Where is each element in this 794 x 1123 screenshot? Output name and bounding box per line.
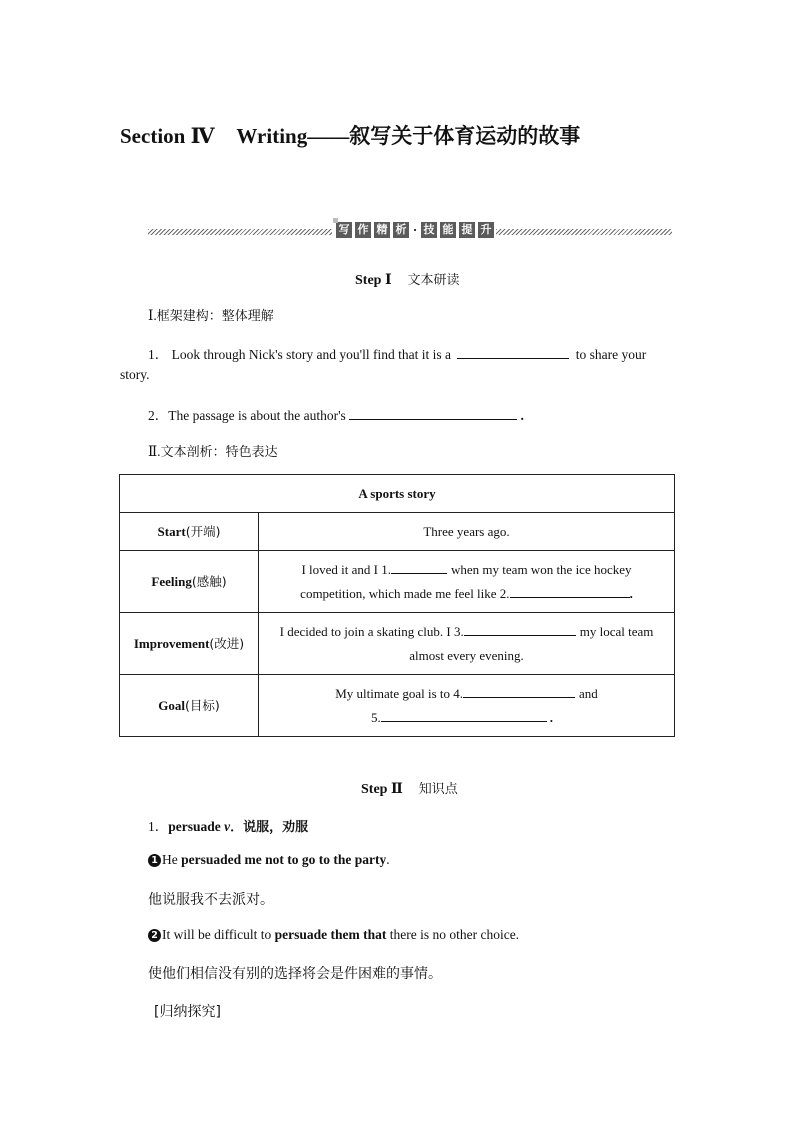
step-one-label: Step Ⅰ	[355, 273, 392, 288]
example-one	[148, 852, 390, 868]
sports-story-table	[119, 474, 675, 737]
part-two-number: Ⅱ.	[148, 444, 161, 459]
part-two-heading	[148, 441, 278, 460]
answer-blank[interactable]	[391, 560, 447, 574]
example-text: .	[386, 852, 390, 867]
row-text: when my team won the ice hockey	[451, 561, 632, 577]
answer-blank[interactable]	[464, 622, 576, 636]
example-marker-icon: 2	[148, 929, 161, 942]
example-marker-icon: 1	[148, 854, 161, 867]
row-end: .	[629, 585, 633, 601]
banner-label	[336, 222, 497, 238]
row-label	[120, 613, 259, 675]
banner-chip: 能	[440, 222, 456, 238]
example-highlight: persuaded me not to go to the party	[181, 852, 387, 867]
row-label-en: Feeling	[151, 573, 192, 589]
row-content	[259, 675, 675, 737]
row-label-cn: (目标)	[184, 697, 220, 713]
example-two	[148, 927, 519, 943]
answer-blank[interactable]	[349, 406, 517, 420]
item-word: persuade	[168, 819, 221, 834]
table-row	[120, 613, 675, 675]
row-text: I decided to join a skating club. I 3.	[279, 623, 464, 639]
table-header-row	[120, 475, 675, 513]
banner-stripe-left	[148, 229, 332, 235]
row-label	[120, 675, 259, 737]
row-text: almost every evening.	[409, 647, 524, 663]
row-text: my local team	[579, 623, 654, 639]
row-label-en: Goal	[158, 697, 185, 713]
question-text: The passage is about the author's	[168, 408, 346, 423]
section-topic: Writing——叙写关于体育运动的故事	[236, 124, 581, 148]
part-one-number: Ⅰ.	[148, 308, 157, 323]
question-text: to share your	[575, 347, 647, 362]
table-row	[120, 513, 675, 551]
row-label-cn: (改进)	[209, 635, 245, 651]
step-two-heading	[361, 778, 458, 798]
section-number: Section Ⅳ	[120, 124, 215, 148]
step-one-name: 文本研读	[407, 273, 460, 288]
question-number: 2．	[148, 408, 169, 423]
part-one-title: 框架建构：整体理解	[156, 309, 274, 324]
answer-blank[interactable]	[381, 708, 547, 722]
banner-chip: 提	[459, 222, 475, 238]
banner-chip: 析	[393, 222, 409, 238]
question-end: .	[520, 408, 524, 423]
summary-label: [归纳探究]	[154, 1004, 221, 1020]
banner-chip: 精	[374, 222, 390, 238]
banner-chip: 升	[478, 222, 494, 238]
row-text: and	[579, 685, 598, 701]
question-two	[148, 404, 524, 424]
step-two-label: Step Ⅱ	[361, 782, 403, 797]
row-text: I loved it and I 1.	[301, 561, 392, 577]
example-two-translation: 使他们相信没有别的选择将会是件困难的事情。	[148, 966, 442, 982]
question-one	[148, 343, 646, 363]
row-label-cn: (感触)	[191, 573, 227, 589]
banner-separator: ·	[412, 222, 418, 237]
part-two-title: 文本剖析：特色表达	[160, 445, 278, 460]
knowledge-item	[148, 815, 308, 835]
row-label	[120, 513, 259, 551]
row-label-en: Improvement	[133, 635, 210, 651]
part-one-heading	[148, 305, 274, 324]
example-text: It will be difficult to	[162, 927, 275, 942]
row-label-en: Start	[157, 523, 186, 539]
page-title	[120, 120, 580, 150]
answer-blank[interactable]	[457, 345, 569, 359]
banner-stripe-right	[496, 229, 672, 235]
step-one-heading	[355, 269, 460, 289]
row-text: My ultimate goal is to 4.	[335, 685, 464, 701]
row-label	[120, 551, 259, 613]
question-text: Look through Nick's story and you'll find that it is a	[171, 347, 451, 362]
row-end: .	[549, 709, 553, 725]
banner-chip: 技	[421, 222, 437, 238]
question-one-continued: story.	[120, 367, 150, 382]
question-number: 1．	[148, 347, 169, 362]
item-pos: v	[224, 819, 231, 834]
item-number: 1．	[148, 819, 169, 834]
banner-chip: 作	[355, 222, 371, 238]
row-text: competition, which made me feel like 2.	[300, 585, 510, 601]
row-content	[259, 551, 675, 613]
row-content	[259, 613, 675, 675]
answer-blank[interactable]	[510, 584, 630, 598]
example-highlight: persuade them that	[274, 927, 387, 942]
table-row	[120, 551, 675, 613]
answer-blank[interactable]	[463, 684, 575, 698]
section-banner	[148, 222, 672, 242]
example-one-translation: 他说服我不去派对。	[148, 892, 274, 908]
table-header: A sports story	[120, 475, 675, 513]
example-text: there is no other choice.	[386, 927, 520, 942]
row-text: 5.	[371, 709, 381, 725]
example-text: He	[162, 852, 182, 867]
banner-chip: 写	[336, 222, 352, 238]
row-content: Three years ago.	[259, 513, 675, 551]
item-meaning: ．说服，劝服	[230, 820, 309, 835]
table-row	[120, 675, 675, 737]
row-label-cn: (开端)	[185, 523, 221, 539]
step-two-name: 知识点	[418, 782, 458, 797]
